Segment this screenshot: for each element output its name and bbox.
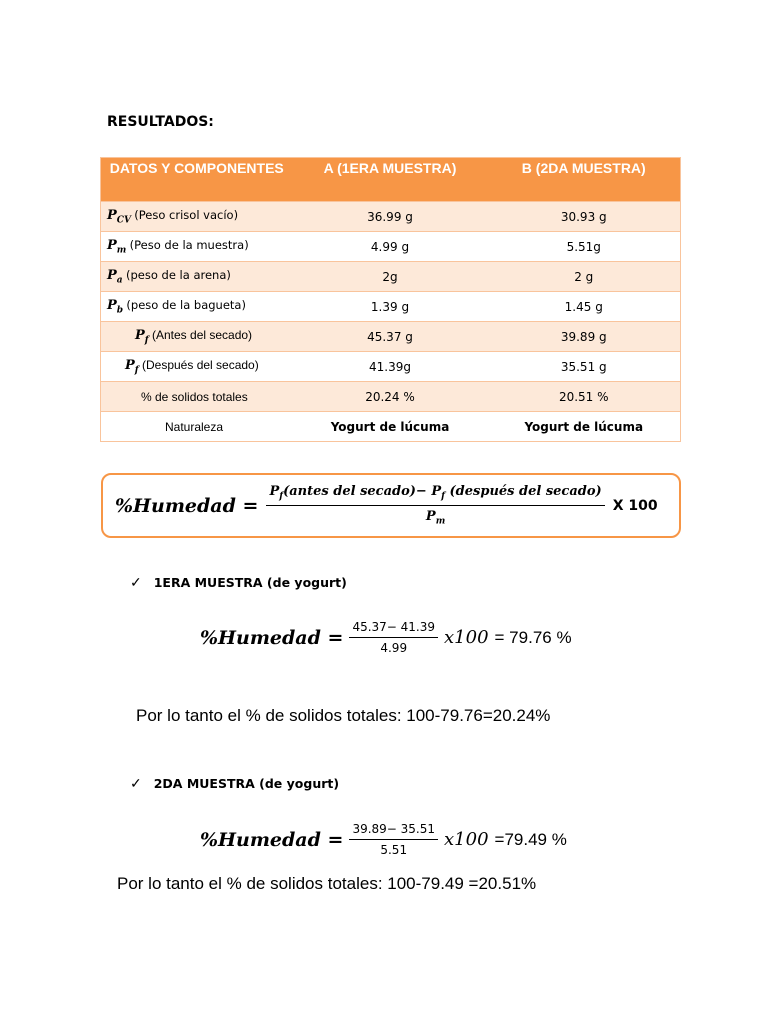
table-row: [101, 352, 681, 382]
row-label: (peso de la arena): [125, 267, 231, 282]
row-label-cell: [101, 292, 293, 322]
row-value-b: 2 g: [488, 262, 681, 292]
formula-numerator: [266, 484, 604, 506]
sample2-denominator: 5.51: [380, 843, 408, 857]
row-symbol-sub: a: [116, 275, 123, 286]
formula-denominator: [426, 506, 445, 527]
header-sample-a: A (1ERA MUESTRA): [293, 158, 488, 202]
row-value-b: 39.89 g: [488, 322, 681, 352]
row-value-b: 30.93 g: [488, 202, 681, 232]
row-symbol-sub: m: [116, 245, 127, 256]
humidity-formula: [115, 475, 658, 536]
table-row: [101, 412, 681, 442]
formula-before-text: (antes del secado): [283, 484, 416, 500]
row-label-cell: [101, 352, 293, 382]
row-value-a: 36.99 g: [293, 202, 488, 232]
formula-pf-symbol: P: [269, 484, 280, 500]
sample1-numerator: 45.37− 41.39: [349, 620, 438, 638]
row-label: (Después del secado): [142, 357, 259, 372]
sample1-times: x100: [444, 627, 489, 648]
table-header-row: [101, 158, 681, 202]
row-value-a: 1.39 g: [293, 292, 488, 322]
humidity-formula-box: [101, 473, 681, 538]
row-label-cell: [101, 232, 293, 262]
formula-pf2-sub: f: [441, 492, 445, 502]
formula-lhs: %Humedad =: [115, 494, 259, 517]
row-value-a: 2g: [293, 262, 488, 292]
row-symbol: P: [107, 297, 117, 313]
table-row: [101, 322, 681, 352]
row-value-b: 35.51 g: [488, 352, 681, 382]
sample1-conclusion: Por lo tanto el % de solidos totales: 100-79.76=20.24%: [136, 706, 551, 725]
row-symbol-sub: f: [134, 365, 139, 376]
sample2-conclusion: Por lo tanto el % de solidos totales: 100-79.49 =20.51%: [117, 874, 537, 893]
row-symbol: P: [135, 327, 145, 343]
sample1-denominator: 4.99: [380, 641, 408, 655]
row-label: Naturaleza: [165, 419, 224, 434]
sample2-times: x100: [444, 829, 489, 850]
table-row: [101, 262, 681, 292]
header-datos: DATOS Y COMPONENTES: [101, 158, 293, 202]
header-sample-b: B (2DA MUESTRA): [488, 158, 681, 202]
check-icon: ✓: [130, 775, 142, 791]
sample1-lhs: %Humedad =: [200, 626, 344, 649]
table-row: [101, 202, 681, 232]
sample2-heading: [130, 775, 339, 792]
row-value-a: 4.99 g: [293, 232, 488, 262]
results-table: [100, 157, 681, 442]
sample1-result: = 79.76 %: [494, 627, 572, 647]
row-value-a: 20.24 %: [293, 382, 488, 412]
sample2-title: 2DA MUESTRA (de yogurt): [153, 776, 340, 791]
row-symbol: P: [107, 207, 117, 223]
row-value-b: 20.51 %: [488, 382, 681, 412]
row-label: % de solidos totales: [141, 389, 248, 404]
formula-minus: −: [415, 484, 427, 500]
formula-after-text: (después del secado): [449, 484, 602, 500]
sample2-numerator: 39.89− 35.51: [349, 822, 438, 840]
row-value-b: 5.51g: [488, 232, 681, 262]
row-symbol-sub: b: [116, 305, 124, 316]
row-label-cell: [101, 322, 293, 352]
table-row: [101, 382, 681, 412]
sample1-equation: [200, 620, 572, 655]
section-title: RESULTADOS:: [107, 114, 214, 130]
row-symbol: P: [107, 237, 117, 253]
sample1-title: 1ERA MUESTRA (de yogurt): [153, 575, 347, 590]
row-value-a: 41.39g: [293, 352, 488, 382]
row-label-cell: [101, 412, 293, 442]
formula-pm-sub: m: [435, 516, 446, 527]
sample1-heading: [130, 574, 347, 591]
row-symbol: P: [107, 267, 117, 283]
row-value-b: Yogurt de lúcuma: [488, 412, 681, 442]
row-symbol-sub: f: [144, 335, 149, 346]
table-row: [101, 232, 681, 262]
row-label-cell: [101, 382, 293, 412]
formula-fraction: [266, 484, 604, 526]
row-label-cell: [101, 202, 293, 232]
formula-pf-sub: f: [279, 492, 284, 502]
sample2-equation: [200, 822, 567, 857]
row-label: (Peso de la muestra): [129, 237, 249, 252]
table-row: [101, 292, 681, 322]
row-symbol: P: [125, 357, 135, 373]
row-label: (peso de la bagueta): [126, 297, 246, 312]
check-icon: ✓: [130, 574, 142, 590]
formula-pf2-symbol: P: [431, 484, 442, 500]
formula-pm-symbol: P: [425, 509, 436, 524]
sample1-fraction: [349, 620, 438, 655]
row-label: (Antes del secado): [152, 327, 253, 342]
row-symbol-sub: CV: [116, 215, 131, 226]
row-value-a: Yogurt de lúcuma: [293, 412, 488, 442]
row-value-a: 45.37 g: [293, 322, 488, 352]
sample2-lhs: %Humedad =: [200, 828, 344, 851]
formula-times: X 100: [612, 497, 658, 514]
sample2-fraction: [349, 822, 438, 857]
row-label-cell: [101, 262, 293, 292]
row-label: (Peso crisol vacío): [134, 207, 239, 222]
row-value-b: 1.45 g: [488, 292, 681, 322]
sample2-result: =79.49 %: [494, 829, 567, 849]
